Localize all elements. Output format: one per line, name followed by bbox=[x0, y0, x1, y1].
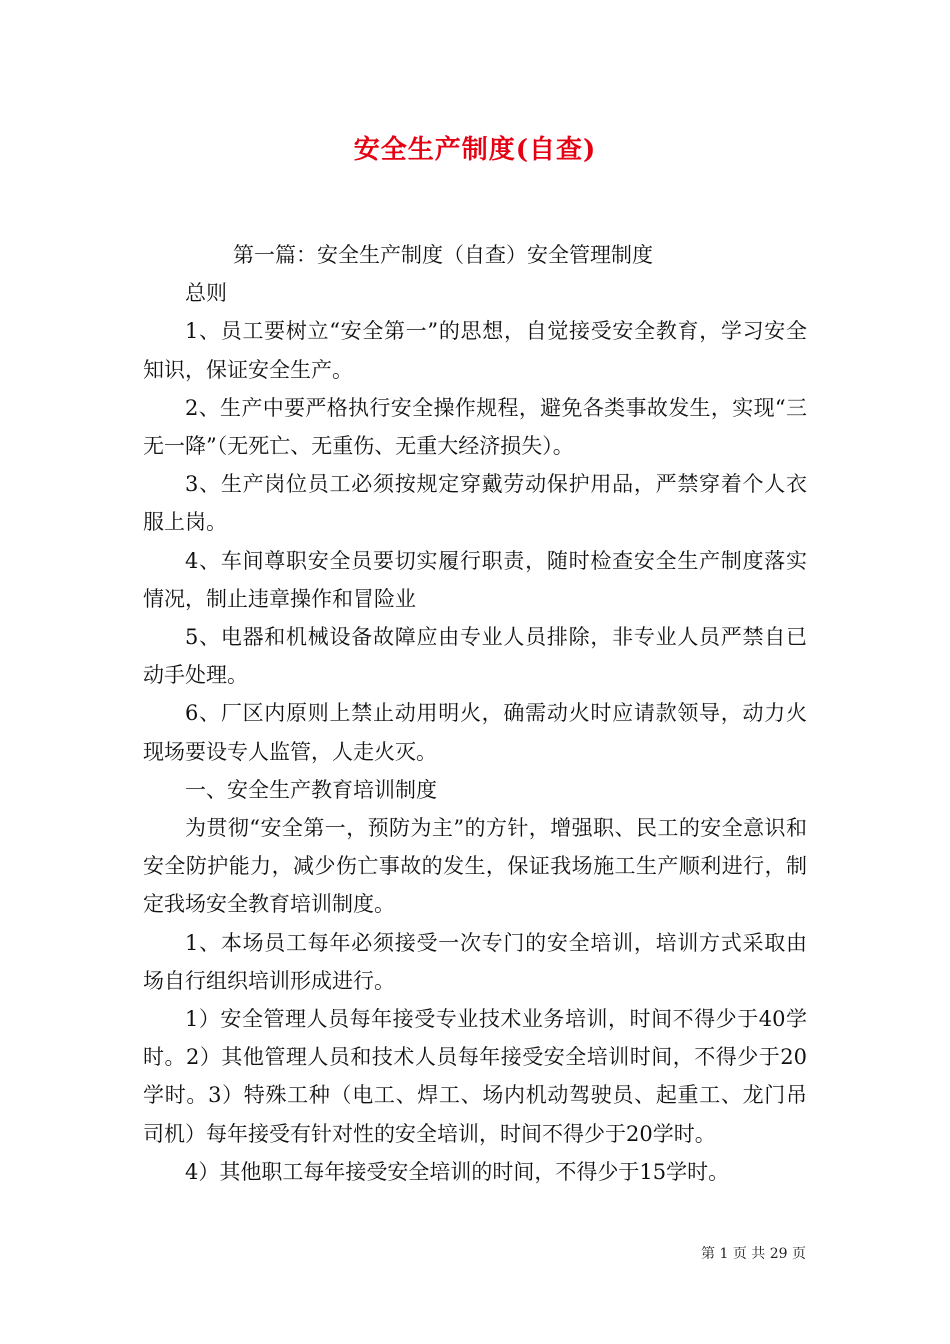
paragraph: 5、电器和机械设备故障应由专业人员排除，非专业人员严禁自已动手处理。 bbox=[143, 625, 807, 688]
paragraph: 1、本场员工每年必须接受一次专门的安全培训，培训方式采取由场自行组织培训形成进行。 bbox=[143, 930, 807, 993]
paragraph: 4）其他职工每年接受安全培训的时间，不得少于15学时。 bbox=[185, 1159, 730, 1184]
paragraph: 2、生产中要严格执行安全操作规程，避免各类事故发生，实现“三无一降”（无死亡、无重伤、无重大经济损失）。 bbox=[143, 395, 807, 459]
document-title: 安全生产制度(自查) bbox=[353, 135, 597, 165]
paragraph: 3、生产岗位员工必须按规定穿戴劳动保护用品，严禁穿着个人衣服上岗。 bbox=[143, 472, 807, 535]
paragraph: 为贯彻“安全第一，预防为主”的方针，增强职、民工的安全意识和安全防护能力，减少伤亡事故的发生，保证我场施工生产顺利进行，制定我场安全教育培训制度。 bbox=[143, 816, 807, 917]
paragraph-general: 总则 bbox=[185, 281, 227, 306]
page-number: 第 1 页 共 29 页 bbox=[701, 1246, 806, 1262]
document-body bbox=[143, 236, 807, 1191]
paragraph: 1、员工要树立“安全第一”的思想，自觉接受安全教育，学习安全知识，保证安全生产。 bbox=[143, 319, 807, 382]
section-heading: 一、安全生产教育培训制度 bbox=[185, 777, 437, 802]
paragraph: 6、厂区内原则上禁止动用明火，确需动火时应请款领导，动力火现场要设专人监管，人走火灭。 bbox=[143, 701, 807, 764]
document-subtitle: 第一篇：安全生产制度（自查）安全管理制度 bbox=[233, 243, 653, 267]
paragraph: 1）安全管理人员每年接受专业技术业务培训，时间不得少于40学时。2）其他管理人员和技术人员每年接受安全培训时间，不得少于20学时。3）特殊工种（电工、焊工、场内机动驾驶员、起重工、龙门吊司机）每年接受有针对性的安全培训，时间不得少于20学时。 bbox=[143, 1007, 807, 1146]
paragraph: 4、车间尊职安全员要切实履行职责，随时检查安全生产制度落实情况，制止违章操作和冒险业 bbox=[143, 548, 807, 611]
